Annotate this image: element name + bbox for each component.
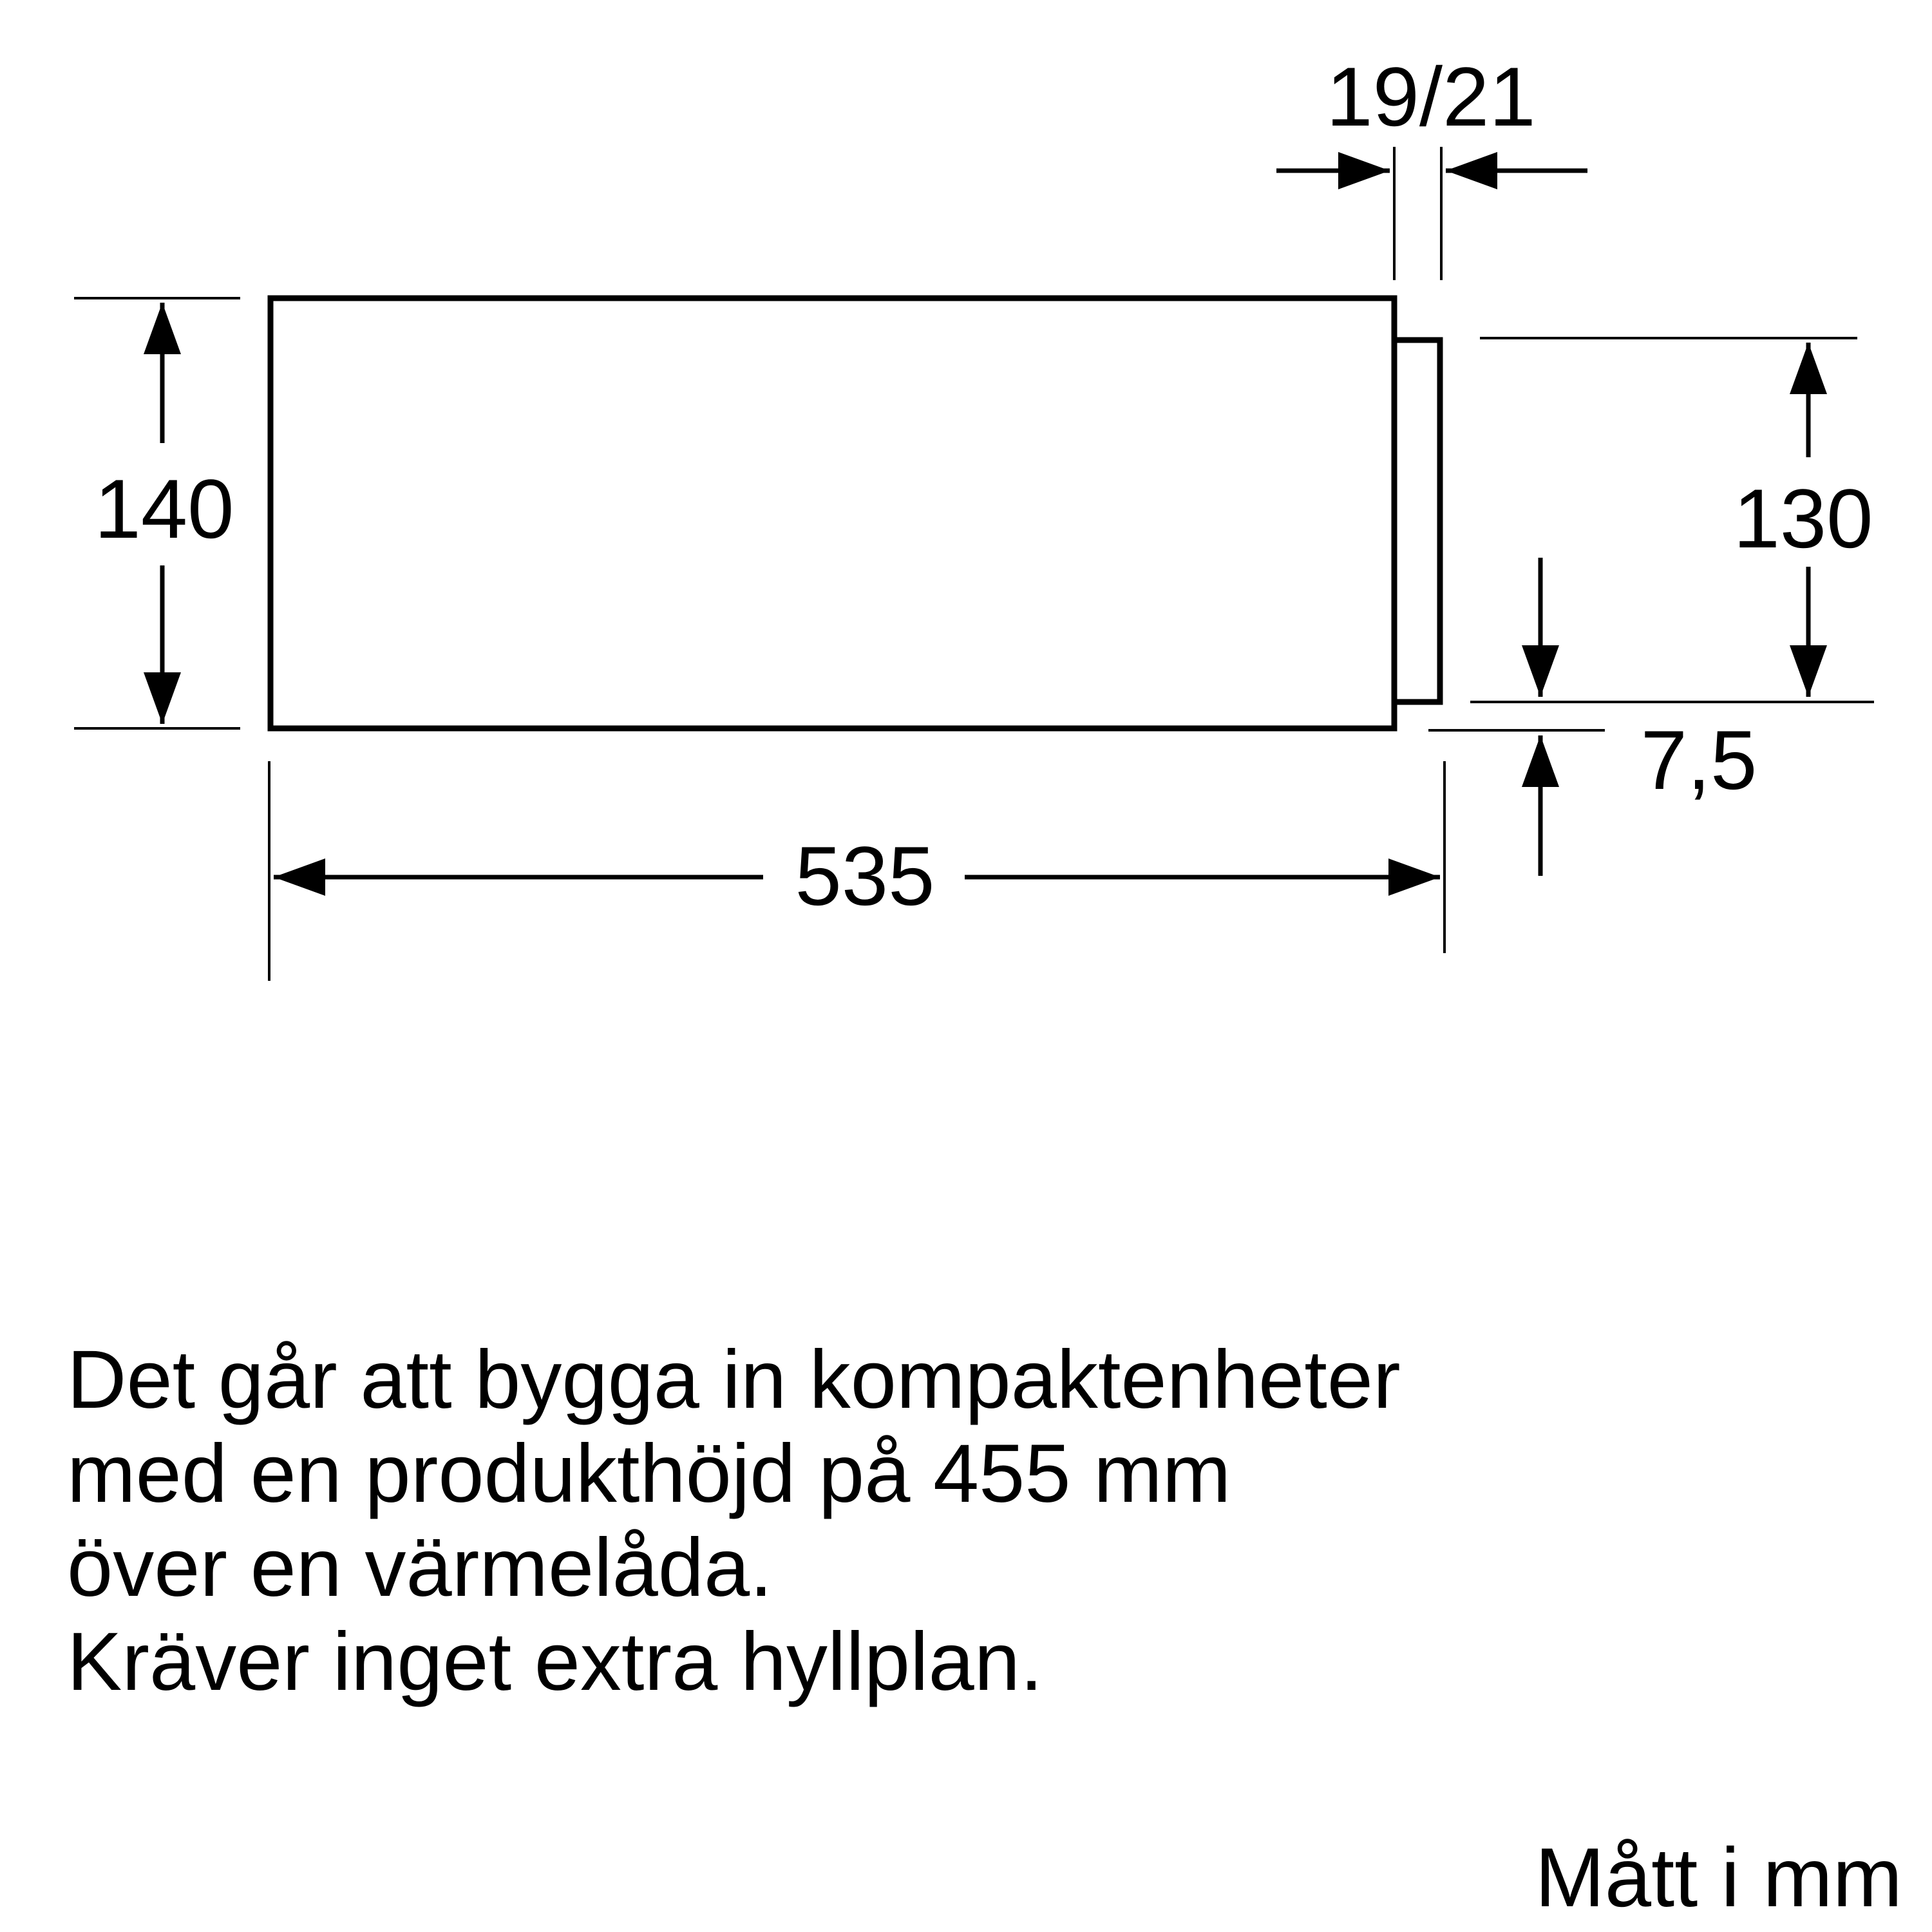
units-label: Mått i mm	[1535, 1830, 1902, 1924]
dimension-label-140: 140	[94, 462, 234, 556]
note-line: Kräver inget extra hyllplan.	[67, 1616, 1043, 1708]
dimension-label-19-21: 19/21	[1326, 50, 1536, 144]
note-line: Det går att bygga in kompaktenheter	[67, 1334, 1401, 1426]
note-line: med en produkthöjd på 455 mm	[67, 1428, 1231, 1520]
note-line: över en värmelåda.	[67, 1522, 773, 1614]
dimension-bottom-offset	[1428, 558, 1757, 876]
dimension-label-130: 130	[1733, 471, 1873, 565]
drawer-body-outline	[270, 298, 1394, 728]
front-panel-outline	[1394, 340, 1440, 702]
dimension-label-535: 535	[795, 829, 935, 923]
installation-note	[67, 1333, 1741, 1709]
dimension-height-front	[74, 298, 240, 728]
dimension-front-panel	[1276, 50, 1587, 280]
dimension-label-7-5: 7,5	[1640, 713, 1757, 807]
dimension-width	[269, 761, 1444, 981]
